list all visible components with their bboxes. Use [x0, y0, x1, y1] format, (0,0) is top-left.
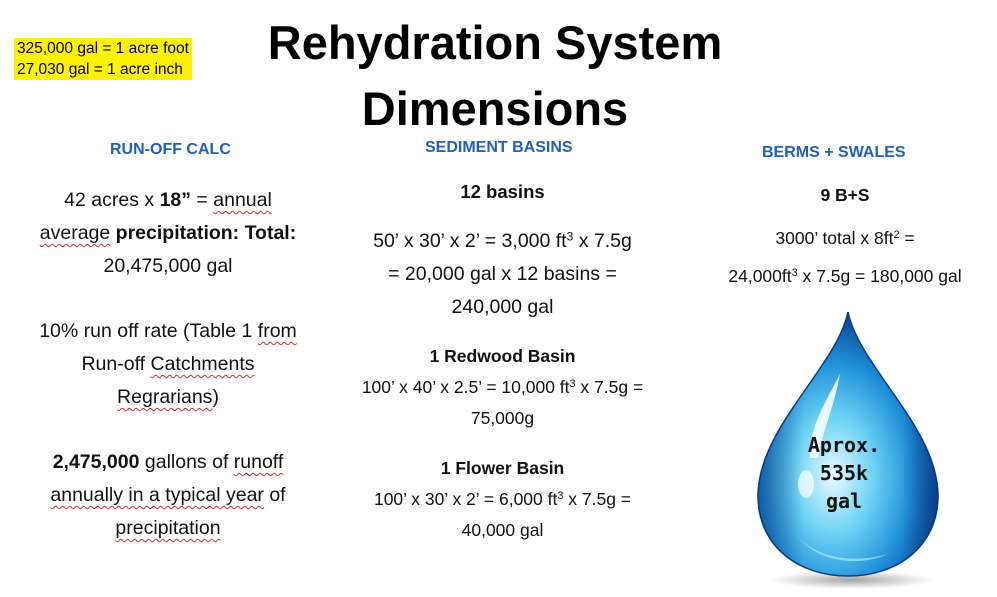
- berms-swales: [700, 180, 990, 295]
- cubic-exponent: 3: [791, 267, 798, 280]
- redwood-text: 100’ x 40’ x 2.5’ = 10,000 ft: [361, 377, 570, 397]
- flower-text: 100’ x 30’ x 2’ = 6,000 ft: [373, 489, 558, 509]
- annual-runoff-line-1: [8, 446, 328, 479]
- title-line-2: Dimensions: [361, 82, 629, 135]
- annual-runoff-line-3: [8, 512, 328, 545]
- runoff-total: 20,475,000 gal: [103, 255, 233, 277]
- runoff-calc-line-1: [8, 184, 328, 217]
- berms-count: 9 B+S: [820, 185, 870, 205]
- calc-text: =: [191, 189, 214, 211]
- cubic-exponent: 3: [569, 378, 576, 391]
- acre-inch-conversion: 27,030 gal = 1 acre inch: [17, 61, 183, 78]
- calc-precipitation-total: precipitation: Total:: [115, 222, 297, 244]
- flower-basin: [330, 453, 675, 546]
- redwood-basin-name: 1 Redwood Basin: [429, 346, 576, 366]
- cubic-exponent: 3: [557, 490, 564, 503]
- runoff-gallons: 2,475,000: [52, 451, 140, 473]
- runoff-rate-line-2: [8, 348, 328, 381]
- runoff-heading: RUN-OFF CALC: [110, 141, 231, 158]
- rate-text: 10% run off rate (Table 1: [39, 320, 258, 342]
- flower-line-2: 40,000 gal: [461, 520, 544, 540]
- sediment-heading: SEDIMENT BASINS: [425, 139, 573, 156]
- runoff-annually: annually in a typical year: [50, 484, 264, 506]
- square-exponent: 2: [893, 229, 900, 242]
- berms-text: =: [899, 228, 915, 248]
- berms-text: 3000’ total x 8ft: [775, 228, 894, 248]
- rate-text: Run-off: [81, 353, 151, 375]
- runoff-word: runoff: [233, 451, 284, 473]
- title-line-1: Rehydration System: [267, 16, 723, 69]
- basins-line-2: = 20,000 gal x 12 basins =: [388, 263, 617, 285]
- redwood-basin: [330, 341, 675, 434]
- runoff-rate-line-1: [8, 315, 328, 348]
- rate-from: from: [257, 320, 297, 342]
- berms-line-1: [700, 219, 990, 257]
- drop-total-label: Aprox. 535k gal: [807, 433, 881, 513]
- runoff-rate-line-3: [8, 381, 328, 414]
- redwood-text: x 7.5g =: [575, 377, 644, 397]
- rate-regrarians: Regrarians: [117, 386, 213, 408]
- redwood-line-1: [330, 372, 675, 403]
- page-title: [230, 10, 760, 142]
- basins-text: 50’ x 30’ x 2’ = 3,000 ft: [373, 230, 567, 252]
- acre-foot-conversion: 325,000 gal = 1 acre foot: [17, 40, 189, 57]
- runoff-calc-line-2: [8, 217, 328, 250]
- rate-catchments: Catchments: [150, 353, 255, 375]
- basins-line-1: [330, 225, 675, 258]
- berms-heading: BERMS + SWALES: [762, 144, 906, 161]
- calc-text: 42 acres x: [64, 189, 160, 211]
- berms-text: x 7.5g = 180,000 gal: [797, 266, 962, 286]
- flower-text: x 7.5g =: [563, 489, 632, 509]
- runoff-text: of: [263, 484, 286, 506]
- annual-runoff: [8, 446, 328, 545]
- annual-runoff-line-2: [8, 479, 328, 512]
- calc-average: average: [39, 222, 111, 244]
- calc-inches: 18”: [159, 189, 192, 211]
- flower-basin-name: 1 Flower Basin: [440, 458, 565, 478]
- flower-line-1: [330, 484, 675, 515]
- basins-text: x 7.5g: [573, 230, 632, 252]
- runoff-precipitation: precipitation: [115, 517, 221, 539]
- calc-annual: annual: [213, 189, 272, 211]
- berms-text: 24,000ft: [728, 266, 792, 286]
- runoff-text: gallons of: [139, 451, 234, 473]
- rate-paren: ): [212, 386, 219, 408]
- runoff-calc: [8, 184, 328, 283]
- basins-count: 12 basins: [460, 181, 545, 202]
- berms-line-2: [700, 257, 990, 295]
- sediment-basins: [330, 175, 675, 324]
- basins-line-3: 240,000 gal: [451, 296, 554, 318]
- redwood-line-2: 75,000g: [470, 408, 535, 428]
- conversion-note: [14, 38, 192, 80]
- cubic-exponent: 3: [566, 229, 574, 244]
- runoff-rate: [8, 315, 328, 414]
